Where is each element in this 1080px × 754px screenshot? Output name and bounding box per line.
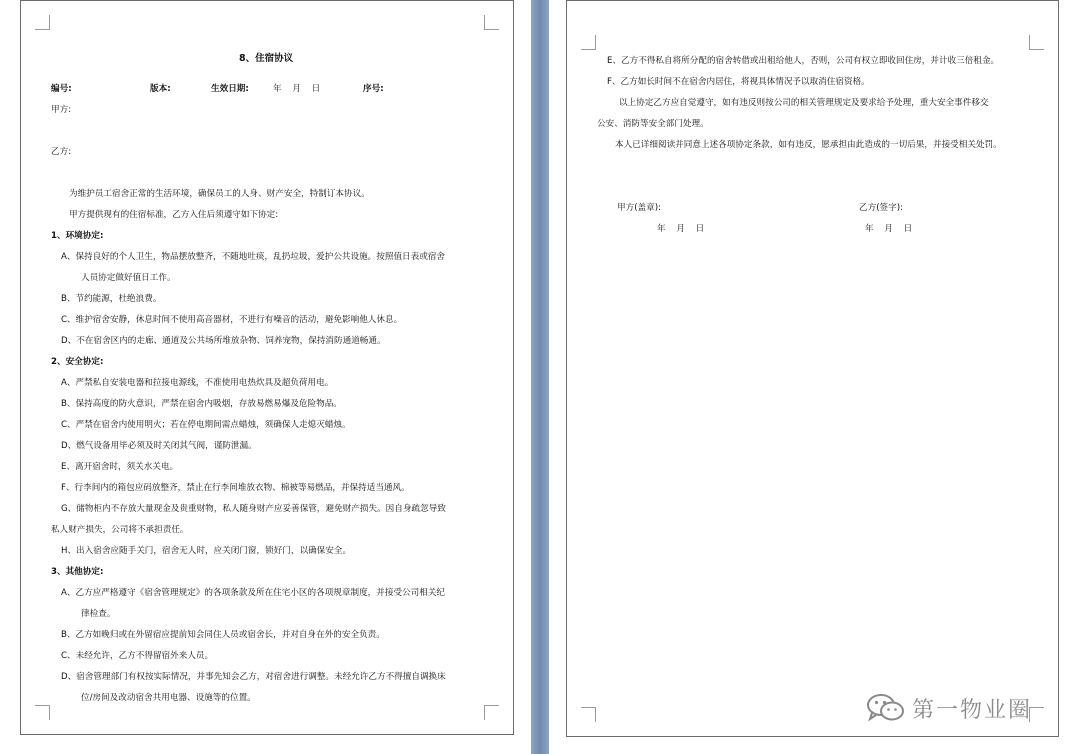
section-heading-other: 3、其他协定: <box>51 567 104 577</box>
document-title: 8、住宿协议 <box>239 53 294 64</box>
page-gap-separator <box>531 0 549 754</box>
party-b-date: 年 月 日 <box>865 224 913 234</box>
clause-text: A、严禁私自安装电器和拉接电源线，不准使用电热炊具及超负荷用电。 <box>61 378 334 388</box>
clause-text: E、乙方不得私自将所分配的宿舍转借或出租给他人，否则，公司有权立即收回住房，并计收三倍租金。 <box>607 56 1000 66</box>
wechat-icon <box>866 692 906 724</box>
margin-mark-top-right <box>484 15 499 30</box>
margin-mark-top-left <box>581 35 596 50</box>
intro-paragraph-2: 甲方提供现有的住宿标准，乙方入住后须遵守如下协定: <box>69 210 279 220</box>
clause-text: D、不在宿舍区内的走廊、通道及公共场所堆放杂物、饲养宠物，保持消防通道畅通。 <box>61 336 386 346</box>
clause-text: D、燃气设备用毕必须及时关闭其气阀，谨防泄漏。 <box>61 441 257 451</box>
margin-mark-top-left <box>35 15 50 30</box>
clause-text: B、乙方如晚归或在外留宿应提前知会同住人员或宿舍长，并对自身在外的安全负责。 <box>61 630 385 640</box>
margin-mark-bottom-right <box>484 705 499 720</box>
party-a-label: 甲方: <box>51 105 72 115</box>
party-b-label: 乙方: <box>51 147 72 157</box>
clause-text: H、出入宿舍应随手关门，宿舍无人时，应关闭门窗，锁好门，以确保安全。 <box>61 546 352 556</box>
clause-text: C、维护宿舍安静，休息时间不使用高音器材，不进行有噪音的活动，避免影响他人休息。 <box>61 315 403 325</box>
consent-statement: 本人已详细阅读并同意上述各项协定条款，如有违反，愿承担由此造成的一切后果，并接受相关处罚。 <box>615 140 1002 150</box>
clause-text: A、乙方应严格遵守《宿舍管理规定》的各项条款及所在住宅小区的各项规章制度，并接受公司相关纪 <box>61 588 446 598</box>
margin-mark-top-right <box>1029 35 1044 50</box>
version-label: 版本: <box>150 84 171 94</box>
clause-text: B、节约能源，杜绝浪费。 <box>61 294 162 304</box>
clause-text: A、保持良好的个人卫生，物品摆放整齐，不随地吐痰，乱扔垃圾，爱护公共设施。按照值日表或宿舍 <box>61 252 446 262</box>
clause-text: F、乙方如长时间不在宿舍内居住，将视具体情况予以取消住宿资格。 <box>607 77 870 87</box>
clause-text: 位/房间及改动宿舍共用电器、设施等的位置。 <box>81 693 256 703</box>
clause-text: 人员协定做好值日工作。 <box>81 273 176 283</box>
document-page-1 <box>20 0 514 735</box>
clause-text: B、保持高度的防火意识，严禁在宿舍内吸烟，存放易燃易爆及危险物品。 <box>61 399 342 409</box>
clause-text: E、离开宿舍时，须关水关电。 <box>61 462 179 472</box>
watermark-text: 第一物业圈 <box>912 697 1033 723</box>
clause-text: 律检查。 <box>81 609 116 619</box>
clause-text: C、严禁在宿舍内使用明火；若在停电期间需点蜡烛，须确保人走熄灭蜡烛。 <box>61 420 351 430</box>
document-page-2 <box>566 0 1059 737</box>
margin-mark-bottom-left <box>35 705 50 720</box>
intro-paragraph-1: 为维护员工宿舍正常的生活环境，确保员工的人身、财产安全，特制订本协议。 <box>69 189 370 199</box>
sequence-label: 序号: <box>363 84 384 94</box>
effective-date-label: 生效日期: <box>211 84 249 94</box>
effective-date-value: 年 月 日 <box>273 84 321 94</box>
margin-mark-bottom-left <box>581 707 596 722</box>
watermark <box>866 690 1032 726</box>
clause-text: 以上协定乙方应自觉遵守，如有违反则按公司的相关管理规定及要求给予处理，重大安全事件移交 <box>619 98 989 108</box>
clause-text: F、行李间内的箱包应码放整齐，禁止在行李间堆放衣物、棉被等易燃品，并保持适当通风。 <box>61 483 410 493</box>
party-b-signature-label: 乙方(签字): <box>859 203 903 213</box>
section-heading-environment: 1、环境协定: <box>51 231 104 241</box>
number-label: 编号: <box>51 84 72 94</box>
clause-text: 私人财产损失，公司将不承担责任。 <box>51 525 189 535</box>
party-a-seal-label: 甲方(盖章): <box>617 203 661 213</box>
clause-text: G、储物柜内不存放大量现金及贵重财物，私人随身财产应妥善保管，避免财产损失。因自身疏忽导致 <box>61 504 446 514</box>
section-heading-safety: 2、安全协定: <box>51 357 104 367</box>
clause-text: C、未经允许，乙方不得留宿外来人员。 <box>61 651 214 661</box>
party-a-date: 年 月 日 <box>657 224 705 234</box>
clause-text: D、宿舍管理部门有权按实际情况，并事先知会乙方，对宿舍进行调整。未经允许乙方不得擅自调换床 <box>61 672 446 682</box>
clause-text: 公安、消防等安全部门处理。 <box>597 119 709 129</box>
